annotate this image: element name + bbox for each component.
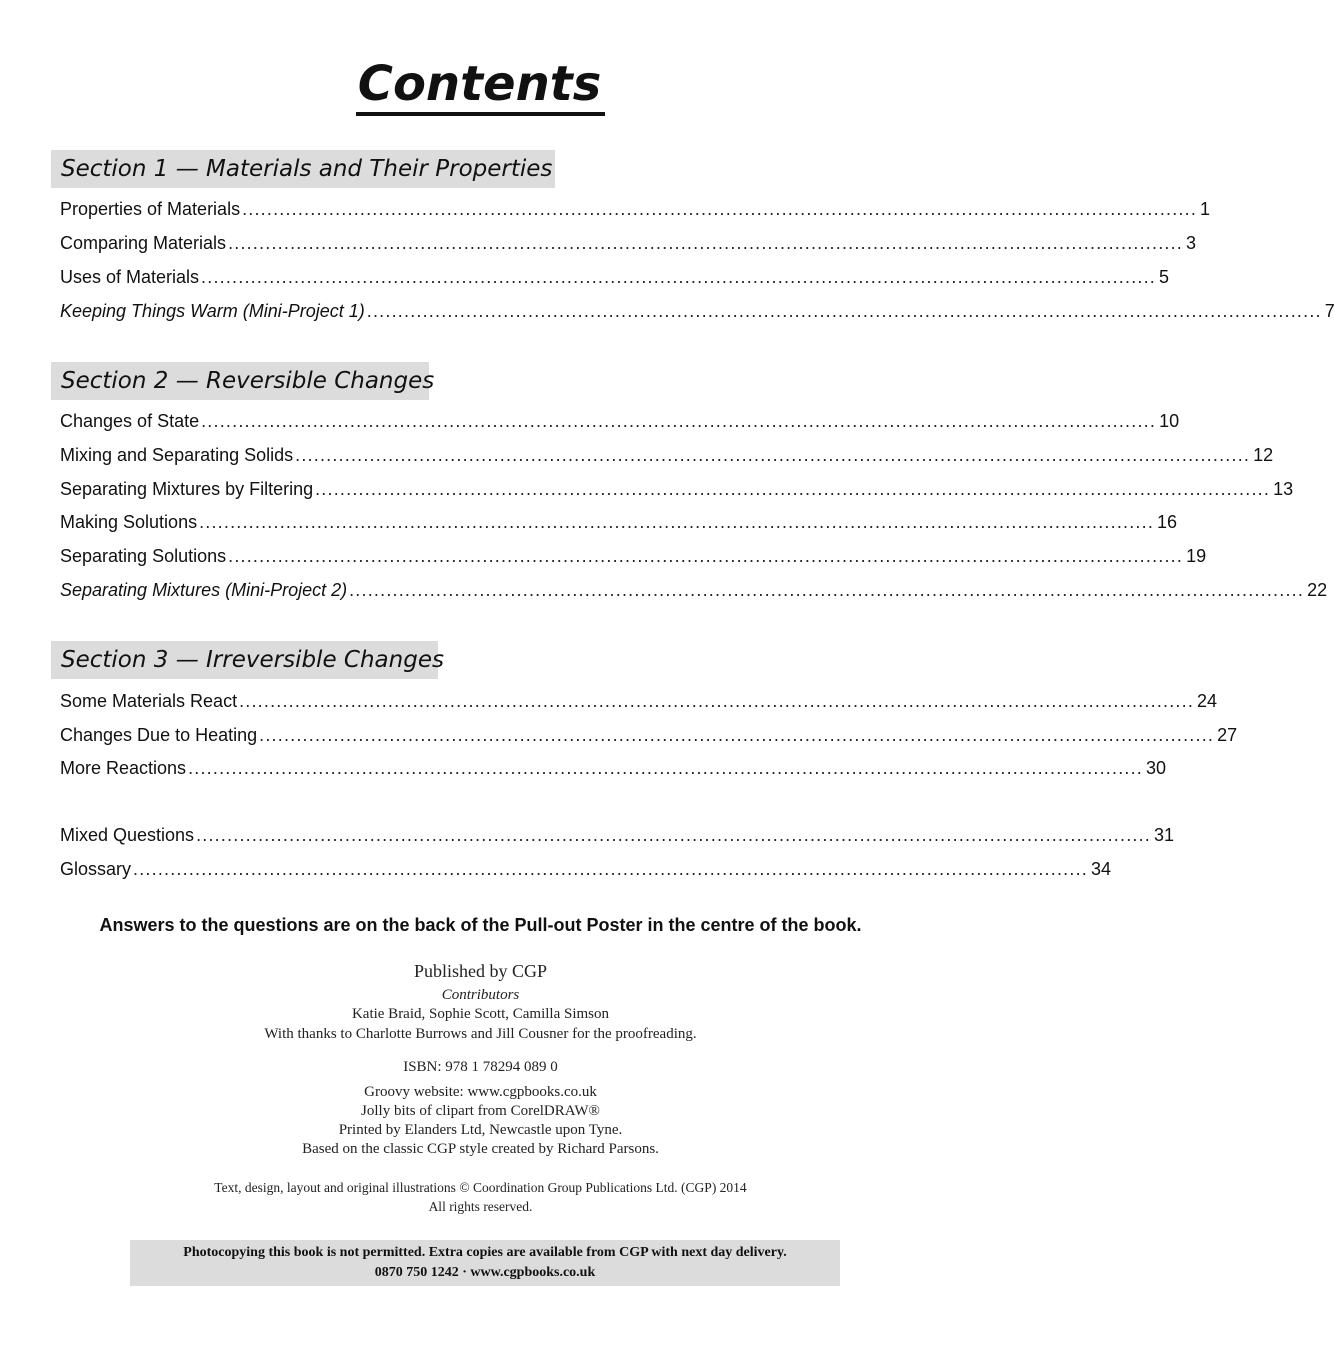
toc-entry-label: Uses of Materials	[60, 267, 200, 287]
dot-leader: ..........................................................................................................................................................	[188, 758, 1144, 778]
toc-entry-page: 12	[1253, 445, 1274, 465]
dot-leader: ..........................................................................................................................................................	[228, 546, 1184, 566]
toc-entry[interactable]	[60, 722, 1238, 748]
printer-credit: Printed by Elanders Ltd, Newcastle upon Tyne.	[338, 1122, 623, 1138]
toc-entry-label: Mixed Questions	[60, 825, 195, 845]
rights-notice: All rights reserved.	[428, 1199, 533, 1214]
toc-entry-page: 19	[1186, 546, 1207, 566]
toc-entry-page: 10	[1159, 411, 1180, 431]
toc-entry[interactable]	[60, 408, 1180, 434]
toc-entry-label: Properties of Materials	[60, 199, 241, 219]
page-title: Contents	[0, 56, 961, 112]
dot-leader: ..........................................................................................................................................................	[315, 479, 1271, 499]
dot-leader: ..........................................................................................................................................................	[201, 267, 1156, 287]
toc-entry-page: 1	[1200, 199, 1211, 219]
toc-entry-mixed-questions[interactable]	[60, 822, 1175, 848]
section-1-heading: Section 1 — Materials and Their Properties	[51, 150, 555, 188]
toc-entry-page: 34	[1090, 859, 1111, 879]
toc-entry-page: 24	[1197, 691, 1218, 711]
contributors-list: Katie Braid, Sophie Scott, Camilla Simson	[351, 1006, 610, 1022]
toc-entry[interactable]	[60, 755, 1167, 781]
published-by: Published by CGP	[413, 961, 548, 981]
toc-entry-page: 16	[1157, 512, 1178, 532]
toc-entry-page: 22	[1307, 580, 1328, 600]
toc-entry-glossary[interactable]	[60, 856, 1111, 882]
toc-entry[interactable]	[60, 264, 1170, 290]
toc-entry-page: 5	[1159, 267, 1170, 287]
toc-entry-label: More Reactions	[60, 758, 187, 778]
dot-leader: ..........................................................................................................................................................	[366, 301, 1322, 321]
dot-leader: ..........................................................................................................................................................	[199, 512, 1155, 532]
dot-leader: ..........................................................................................................................................................	[242, 199, 1198, 219]
toc-entry-label: Comparing Materials	[60, 233, 227, 253]
dot-leader: ..........................................................................................................................................................	[228, 233, 1184, 253]
dot-leader: ..........................................................................................................................................................	[259, 725, 1215, 745]
toc-entry-label: Keeping Things Warm (Mini-Project 1)	[60, 301, 365, 321]
proofreading-thanks: With thanks to Charlotte Burrows and Jill Cousner for the proofreading.	[264, 1026, 697, 1042]
toc-entry-page: 13	[1273, 479, 1294, 499]
dot-leader: ..........................................................................................................................................................	[201, 411, 1157, 431]
toc-entry-mini-project[interactable]	[60, 577, 1328, 603]
toc-entry-label: Separating Mixtures by Filtering	[60, 479, 314, 499]
dot-leader: ..........................................................................................................................................................	[133, 859, 1088, 879]
toc-entry-page: 30	[1146, 758, 1167, 778]
clipart-credit: Jolly bits of clipart from CorelDRAW®	[361, 1103, 600, 1119]
dot-leader: ..........................................................................................................................................................	[196, 825, 1152, 845]
toc-entry[interactable]	[60, 509, 1178, 535]
dot-leader: ..........................................................................................................................................................	[349, 580, 1305, 600]
toc-entry[interactable]	[60, 688, 1218, 714]
dot-leader: ..........................................................................................................................................................	[295, 445, 1251, 465]
toc-entry-label: Some Materials React	[60, 691, 238, 711]
toc-entry[interactable]	[60, 476, 1294, 502]
website-line[interactable]: Groovy website: www.cgpbooks.co.uk	[364, 1084, 597, 1100]
toc-entry[interactable]	[60, 543, 1207, 569]
isbn: ISBN: 978 1 78294 089 0	[403, 1059, 558, 1075]
toc-entry-page: 27	[1217, 725, 1238, 745]
photocopying-notice: Photocopying this book is not permitted. Extra copies are available from CGP with next day delivery.	[183, 1245, 787, 1260]
toc-entry-page: 31	[1154, 825, 1175, 845]
section-3-heading: Section 3 — Irreversible Changes	[51, 641, 438, 679]
section-2-heading: Section 2 — Reversible Changes	[51, 362, 429, 400]
copyright-notice: Text, design, layout and original illustrations © Coordination Group Publications Ltd. (CGP) 2014	[214, 1180, 747, 1195]
toc-entry-label: Mixing and Separating Solids	[60, 445, 294, 465]
toc-entry-mini-project[interactable]	[60, 298, 1335, 324]
contributors-heading: Contributors	[441, 987, 520, 1003]
toc-entry-label: Separating Solutions	[60, 546, 227, 566]
toc-entry-label: Glossary	[60, 859, 132, 879]
toc-entry[interactable]	[60, 442, 1274, 468]
toc-entry[interactable]	[60, 196, 1211, 222]
style-credit: Based on the classic CGP style created by Richard Parsons.	[302, 1141, 659, 1157]
contact-line[interactable]: 0870 750 1242 · www.cgpbooks.co.uk	[374, 1265, 596, 1280]
dot-leader: ..........................................................................................................................................................	[239, 691, 1195, 711]
photocopying-notice-box	[130, 1240, 840, 1286]
toc-entry-page: 7	[1324, 301, 1335, 321]
toc-entry-label: Separating Mixtures (Mini-Project 2)	[60, 580, 348, 600]
toc-entry-page: 3	[1186, 233, 1197, 253]
toc-entry-label: Changes Due to Heating	[60, 725, 258, 745]
toc-entry-label: Making Solutions	[60, 512, 198, 532]
toc-entry[interactable]	[60, 230, 1197, 256]
answers-note: Answers to the questions are on the back of the Pull-out Poster in the centre of the book.	[99, 915, 862, 935]
toc-entry-label: Changes of State	[60, 411, 200, 431]
